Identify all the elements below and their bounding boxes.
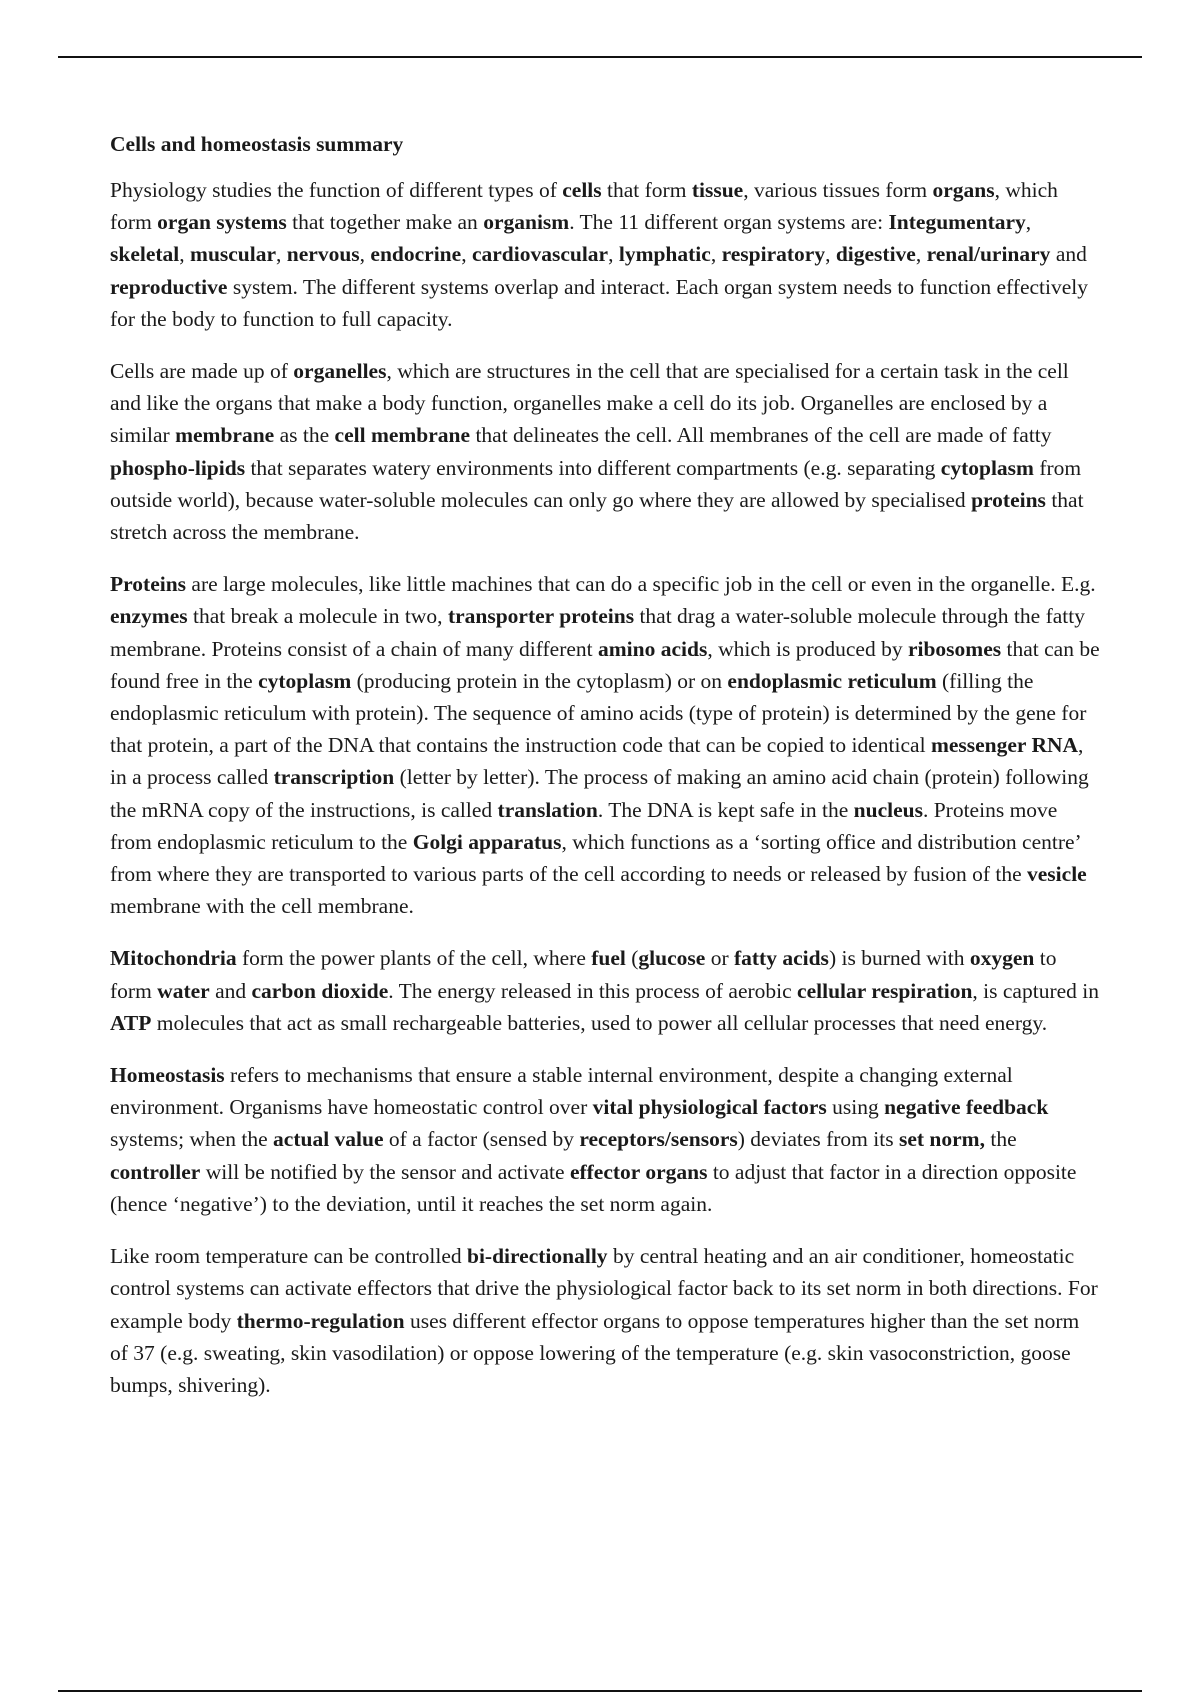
key-term: organism xyxy=(483,210,570,235)
key-term: vital physiological factors xyxy=(592,1095,827,1120)
text-run: to form xyxy=(110,946,1057,1003)
key-term: endoplasmic reticulum xyxy=(727,668,937,693)
key-term: oxygen xyxy=(969,946,1035,971)
header-rule xyxy=(58,56,1142,58)
key-term: carbon dioxide xyxy=(251,978,389,1003)
key-term: glucose xyxy=(638,946,706,971)
key-term: nervous xyxy=(286,242,360,267)
key-term: transcription xyxy=(273,765,395,790)
text-run: , various tissues form xyxy=(743,178,933,202)
key-term: organelles xyxy=(293,359,387,384)
text-run: , xyxy=(461,242,472,267)
text-run: and xyxy=(209,978,252,1003)
text-run: or xyxy=(705,946,734,971)
key-term: amino acids xyxy=(598,636,708,661)
document-body xyxy=(110,128,1100,1421)
text-run: of a factor (sensed by xyxy=(383,1127,580,1152)
text-run: Physiology studies the function of different types of xyxy=(110,178,563,202)
text-run: that delineates the cell. All membranes of the cell are made of fatty xyxy=(470,423,1052,448)
text-run: (producing protein in the cytoplasm) or on xyxy=(351,668,728,693)
text-run: form the power plants of the cell, where xyxy=(236,946,592,971)
text-run: . The 11 different organ systems are: xyxy=(569,210,889,235)
key-term: cardiovascular xyxy=(471,242,609,267)
key-term: Proteins xyxy=(110,572,187,597)
text-run: , xyxy=(276,242,287,267)
text-run: that can be found free in the xyxy=(110,636,1100,693)
key-term: reproductive xyxy=(110,274,228,299)
paragraph-list xyxy=(110,174,1100,1401)
text-run: , xyxy=(915,242,927,267)
key-term: messenger RNA xyxy=(930,733,1079,758)
text-run: that together make an xyxy=(286,210,484,235)
text-run: , in a process called xyxy=(110,733,1084,790)
key-term: vesicle xyxy=(1027,862,1087,887)
text-run: ) deviates from its xyxy=(737,1127,899,1152)
text-run: . The energy released in this process of aerobic xyxy=(388,978,798,1003)
paragraph xyxy=(110,1059,1100,1220)
key-term: Mitochondria xyxy=(110,946,237,971)
text-run: . The DNA is kept safe in the xyxy=(597,797,854,822)
key-term: receptors/sensors xyxy=(579,1127,738,1152)
key-term: fuel xyxy=(591,946,626,971)
text-run: from outside world), because water-soluble molecules can only go where they are allowed by specialised xyxy=(110,455,1082,512)
key-term: Golgi apparatus xyxy=(412,829,562,854)
text-run: , xyxy=(608,242,619,267)
paragraph xyxy=(110,174,1100,335)
text-run: , is captured in xyxy=(972,978,1099,1003)
key-term: tissue xyxy=(691,178,744,202)
text-run: that stretch across the membrane. xyxy=(110,487,1084,545)
text-run: that form xyxy=(601,178,692,202)
key-term: cells xyxy=(562,178,602,202)
key-term: lymphatic xyxy=(618,242,711,267)
text-run: refers to mechanisms that ensure a stable internal environment, despite a changing external environment. Organisms have homeostatic control over xyxy=(110,1063,1013,1120)
key-term: proteins xyxy=(971,487,1046,512)
text-run: , which are structures in the cell that are specialised for a certain task in the cell and like the organs that make a body function, organelles make a cell do its job. Organelles are enclosed by a similar xyxy=(110,359,1069,448)
key-term: ATP xyxy=(110,1010,152,1035)
key-term: muscular xyxy=(190,242,277,267)
text-run: membrane with the cell membrane. xyxy=(110,894,414,919)
text-run: systems; when the xyxy=(110,1127,274,1152)
text-run: , xyxy=(825,242,836,267)
text-run: will be notified by the sensor and activate xyxy=(200,1159,570,1184)
text-run: (letter by letter). The process of making an amino acid chain (protein) following the mRNA copy of the instructions, is called xyxy=(110,765,1089,822)
document-title: Cells and homeostasis summary xyxy=(110,132,404,156)
text-run: that break a molecule in two, xyxy=(187,604,448,629)
paragraph xyxy=(110,942,1100,1039)
key-term: cytoplasm xyxy=(258,668,352,693)
key-term: thermo-regulation xyxy=(236,1308,405,1333)
key-term: Homeostasis xyxy=(110,1063,225,1088)
key-term: transporter proteins xyxy=(447,604,635,629)
key-term: digestive xyxy=(835,242,916,267)
key-term: enzymes xyxy=(110,604,188,629)
key-term: nucleus xyxy=(853,797,923,822)
text-run: system. The different systems overlap and interact. Each organ system needs to function effectively for the body to function to full capacity. xyxy=(110,274,1088,331)
text-run: using xyxy=(826,1095,885,1120)
key-term: phospho-lipids xyxy=(110,455,246,480)
text-run: , xyxy=(359,242,371,267)
paragraph xyxy=(110,568,1100,922)
text-run: , xyxy=(179,242,191,267)
text-run: (filling the endoplasmic reticulum with protein). The sequence of amino acids (type of protein) is determined by the gene for that protein, a part of the DNA that contains the instruction code that can be copied to identical xyxy=(110,668,1087,758)
text-run: the xyxy=(984,1127,1017,1152)
text-run: and xyxy=(1050,242,1087,267)
key-term: translation xyxy=(497,797,598,822)
key-term: respiratory xyxy=(721,242,826,267)
key-term: renal/urinary xyxy=(926,242,1051,267)
key-term: water xyxy=(157,978,210,1003)
text-run: that separates watery environments into different compartments (e.g. separating xyxy=(245,455,941,480)
key-term: endocrine xyxy=(370,242,462,267)
paragraph xyxy=(110,355,1100,548)
key-term: skeletal xyxy=(110,242,180,267)
text-run: ( xyxy=(625,946,639,971)
text-run: , which is produced by xyxy=(707,636,908,661)
key-term: organs xyxy=(932,178,995,202)
text-run: . Proteins move from endoplasmic reticulum to the xyxy=(110,797,1058,854)
text-run: by central heating and an air conditioner, homeostatic control systems can activate effectors that drive the physiological factor back to its set norm in both directions. For example body xyxy=(110,1244,1098,1333)
text-run: to adjust that factor in a direction opposite (hence ‘negative’) to the deviation, until it reaches the set norm again. xyxy=(110,1159,1077,1216)
key-term: effector organs xyxy=(569,1159,708,1184)
key-term: cellular respiration xyxy=(797,978,973,1003)
key-term: cell membrane xyxy=(334,423,471,448)
text-run: , which functions as a ‘sorting office and distribution centre’ from where they are transported to various parts of the cell according to needs or released by fusion of the xyxy=(110,829,1081,887)
text-run: , xyxy=(710,242,722,267)
key-term: cytoplasm xyxy=(940,455,1034,480)
text-run: that drag a water-soluble molecule through the fatty membrane. Proteins consist of a chain of many different xyxy=(110,604,1085,661)
text-run: Cells are made up of xyxy=(110,359,294,384)
text-run: Like room temperature can be controlled xyxy=(110,1244,467,1269)
footer-rule xyxy=(58,1690,1142,1692)
text-run: molecules that act as small rechargeable batteries, used to power all cellular processes that need energy. xyxy=(151,1010,1048,1035)
key-term: bi-directionally xyxy=(467,1244,608,1269)
text-run: are large molecules, like little machines that can do a specific job in the cell or even in the organelle. E.g. xyxy=(186,572,1096,597)
text-run: as the xyxy=(274,423,335,448)
paragraph xyxy=(110,1240,1100,1401)
text-run: , which form xyxy=(110,178,1058,235)
key-term: organ systems xyxy=(157,210,287,235)
text-run: uses different effector organs to oppose temperatures higher than the set norm of 37 (e.g. sweating, skin vasodilation) or oppose lowering of the temperature (e.g. skin vasoconstriction, goose bumps, shivering). xyxy=(110,1308,1080,1397)
key-term: membrane xyxy=(175,423,275,448)
key-term: set norm, xyxy=(898,1127,985,1152)
key-term: Integumentary xyxy=(888,210,1026,235)
key-term: actual value xyxy=(273,1127,384,1152)
key-term: negative feedback xyxy=(884,1095,1049,1120)
text-run: ) is burned with xyxy=(828,946,970,971)
key-term: ribosomes xyxy=(907,636,1002,661)
key-term: fatty acids xyxy=(733,946,829,971)
text-run: , xyxy=(1025,210,1032,235)
key-term: controller xyxy=(110,1159,201,1184)
